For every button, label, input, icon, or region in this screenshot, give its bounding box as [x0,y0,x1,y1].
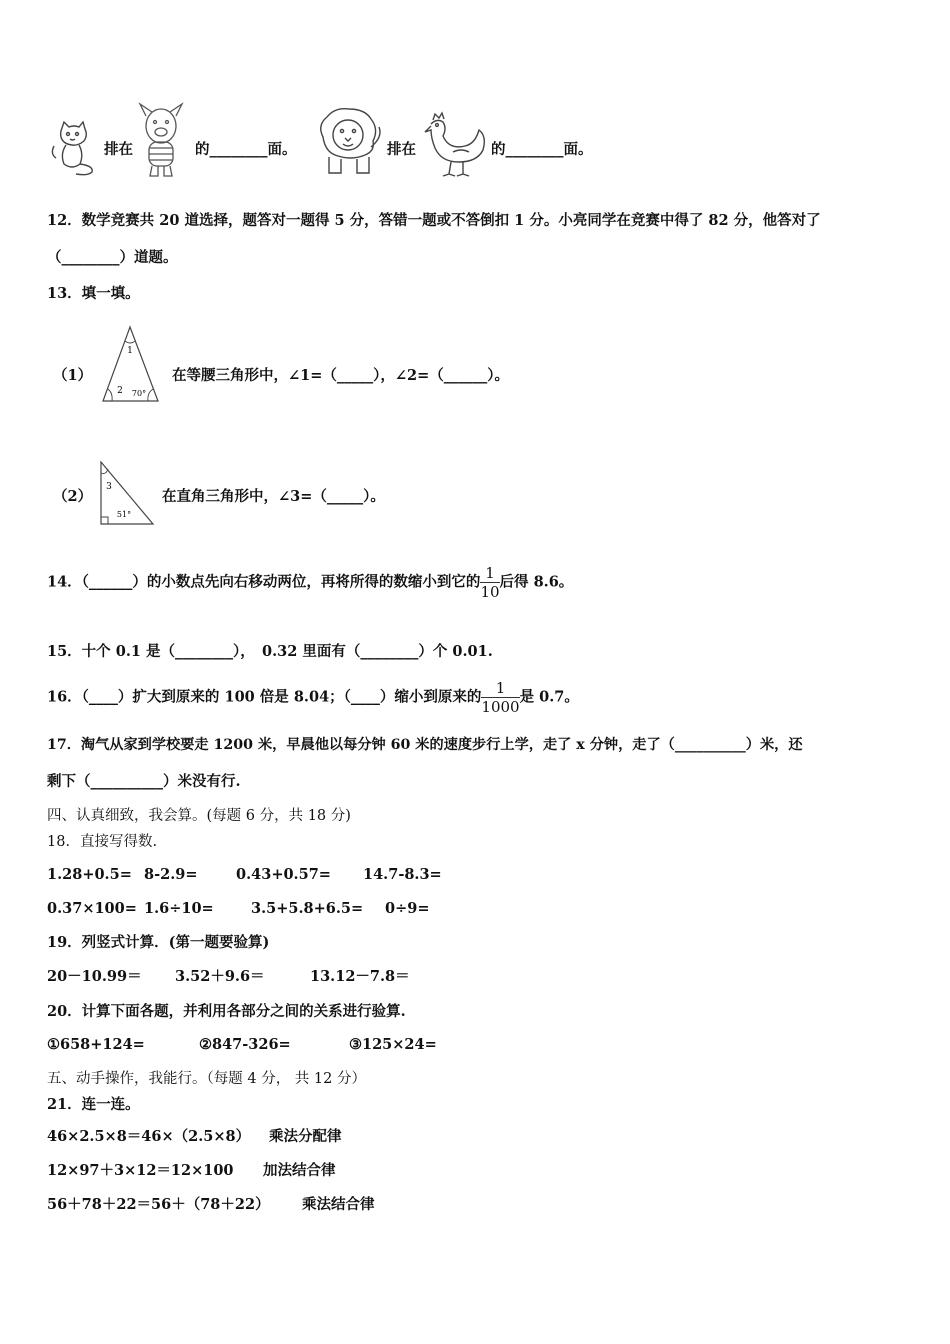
q18-r2c2: 1.6÷10= [144,900,214,917]
q19-item2: 3.52＋9.6＝ [175,968,265,985]
q20-item2: ②847-326= [199,1036,291,1053]
q19-item1: 20－10.99＝ [47,968,142,985]
q18-r1c4: 14.7-8.3= [363,866,442,883]
hen-icon [419,110,491,180]
q21-right-2: 加法结合律 [263,1162,336,1179]
q19-item3: 13.12－7.8＝ [310,968,410,985]
q17-line1: 17．淘气从家到学校要走 1200 米，早晨他以每分钟 60 米的速度步行上学，走了 x 分钟，走了（__________）米，还 [47,737,803,753]
q14-frac-num: 1 [480,564,499,583]
q11-mian-1: 面。 [267,141,297,158]
lion-icon [313,107,387,179]
q13-title: 13．填一填。 [47,285,140,302]
q21-right-3: 乘法结合律 [302,1196,375,1213]
q16-frac-den: 1000 [481,698,520,716]
q11-de-1 [195,140,297,160]
q14-fraction [480,564,499,601]
q14-before: 14．（______）的小数点先向右移动两位，再将所得的数缩小到它的 [47,573,481,591]
angle-3-label: 3 [106,482,112,492]
q18-r2c3: 3.5+5.8+6.5= [251,900,364,917]
q20-item1: ①658+124= [47,1036,145,1053]
section5-title: 五、动手操作，我能行。（每题 4 分， 共 12 分） [47,1071,366,1087]
q11-paizai-1: 排在 [104,141,133,158]
q13-p2-text: 在直角三角形中，∠3=（_____）。 [162,488,385,505]
q16-after: 是 0.7。 [519,688,579,706]
isosceles-triangle-figure [100,325,162,405]
q11-de-text-2: 的 [491,141,506,158]
q18-r2c1: 0.37×100= [47,900,137,917]
q21-left-2: 12×97＋3×12＝12×100 [47,1162,234,1179]
q13-p1-text: 在等腰三角形中，∠1=（_____），∠2=（______）。 [172,367,510,384]
q11-paizai-2: 排在 [387,141,416,158]
q14-frac-den: 10 [480,583,500,601]
q11-mian-2: 面。 [563,141,593,158]
angle-1-label: 1 [127,346,133,356]
q11-blank-2[interactable]: ________ [505,141,564,158]
q20-title: 20．计算下面各题，并利用各部分之间的关系进行验算. [47,1003,406,1020]
q18-r2c4: 0÷9= [385,900,430,917]
right-triangle-figure [97,459,157,529]
section4-title: 四、认真细致，我会算。(每题 6 分，共 18 分) [47,808,351,824]
cat-icon [48,120,100,178]
q20-item3: ③125×24= [349,1036,437,1053]
q11-de-text: 的 [195,141,210,158]
q16-fraction [481,679,519,716]
angle-51-label: 51° [116,510,132,519]
q12-line2: （________）道题。 [47,249,178,266]
q21-right-1: 乘法分配律 [269,1128,342,1145]
q19-title: 19．列竖式计算．(第一题要验算) [47,934,270,951]
q13-p1-label: （1） [53,367,93,384]
piglet-icon [136,102,186,180]
angle-70-label: 70° [131,389,147,398]
q12-line1: 12．数学竞赛共 20 道选择，题答对一题得 5 分，答错一题或不答倒扣 1 分。小亮同学在竞赛中得了 82 分，他答对了 [47,212,821,229]
q15: 15．十个 0.1 是（________）， 0.32 里面有（________）个 0.01. [47,643,493,660]
angle-2-label: 2 [117,386,123,396]
q16 [47,679,579,716]
q18-r1c3: 0.43+0.57= [236,866,331,883]
q16-frac-num: 1 [481,679,519,698]
q16-before: 16．（____）扩大到原来的 100 倍是 8.04；（____）缩小到原来的 [47,688,482,706]
q11-de-2 [491,140,593,160]
q21-left-3: 56＋78＋22＝56＋（78＋22） [47,1196,270,1213]
q18-r1c2: 8-2.9= [144,866,198,883]
q17-line2: 剩下（__________）米没有行. [47,773,241,790]
q13-p2-label: （2） [53,488,93,505]
q18-title: 18．直接写得数. [47,834,158,850]
q21-title: 21．连一连。 [47,1096,140,1113]
q14-after: 后得 8.6。 [499,573,574,591]
q14 [47,564,573,601]
q18-r1c1: 1.28+0.5= [47,866,132,883]
q21-left-1: 46×2.5×8＝46×（2.5×8） [47,1128,251,1145]
q11-blank-1[interactable]: ________ [209,141,268,158]
